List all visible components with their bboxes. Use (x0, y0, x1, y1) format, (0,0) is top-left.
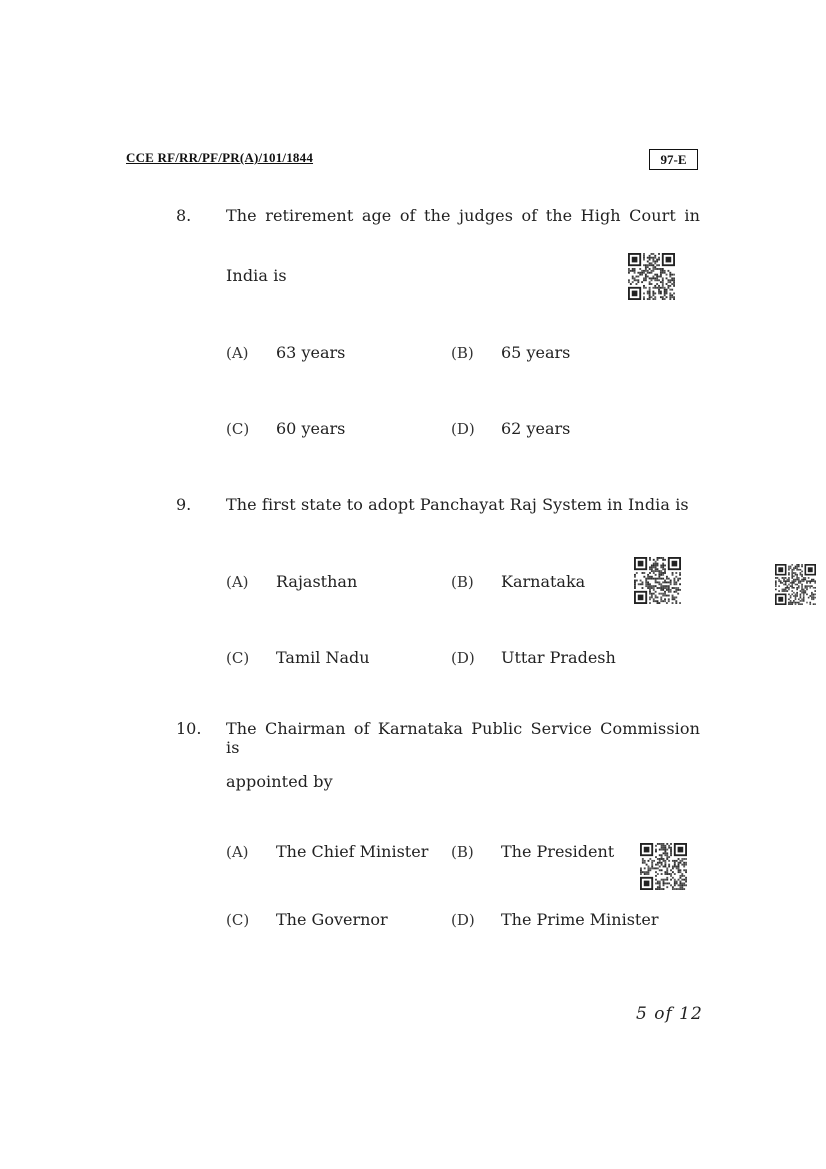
q9-option-b-label: (B) (451, 573, 474, 591)
question-10-number: 10. (176, 719, 202, 738)
q9-option-a-label: (A) (226, 573, 249, 591)
q10-option-b-text: The President (501, 842, 615, 861)
q8-option-d-text: 62 years (501, 419, 571, 438)
q9-option-c-label: (C) (226, 649, 250, 667)
question-8-text-line1: The retirement age of the judges of the High Court in (226, 206, 700, 225)
q9-option-d-text: Uttar Pradesh (501, 648, 616, 667)
q8-option-c-label: (C) (226, 420, 250, 438)
question-8-number: 8. (176, 206, 192, 225)
q8-option-b-label: (B) (451, 344, 474, 362)
q10-option-a-text: The Chief Minister (276, 842, 429, 861)
paper-code-box: 97-E (649, 149, 698, 170)
qr-code-icon (775, 564, 816, 605)
qr-code-icon (634, 557, 681, 604)
question-10-text-line2: appointed by (226, 772, 333, 791)
question-9-number: 9. (176, 495, 192, 514)
q10-option-c-label: (C) (226, 911, 250, 929)
q10-option-d-label: (D) (451, 911, 475, 929)
q9-option-a-text: Rajasthan (276, 572, 358, 591)
q9-option-b-text: Karnataka (501, 572, 586, 591)
q8-option-d-label: (D) (451, 420, 475, 438)
qr-code-icon (628, 253, 675, 300)
q8-option-a-text: 63 years (276, 343, 346, 362)
question-10-text-line1: The Chairman of Karnataka Public Service Commission is (226, 719, 700, 757)
q9-option-c-text: Tamil Nadu (276, 648, 370, 667)
q9-option-d-label: (D) (451, 649, 475, 667)
q10-option-a-label: (A) (226, 843, 249, 861)
qr-code-icon (640, 843, 687, 890)
question-8-text-line2: India is (226, 266, 287, 285)
page-number: 5 of 12 (636, 1004, 703, 1024)
q10-option-c-text: The Governor (276, 910, 388, 929)
q8-option-c-text: 60 years (276, 419, 346, 438)
q10-option-d-text: The Prime Minister (501, 910, 659, 929)
q8-option-a-label: (A) (226, 344, 249, 362)
q8-option-b-text: 65 years (501, 343, 571, 362)
exam-code: CCE RF/RR/PF/PR(A)/101/1844 (126, 150, 314, 165)
q10-option-b-label: (B) (451, 843, 474, 861)
question-9-text-line1: The first state to adopt Panchayat Raj System in India is (226, 495, 689, 514)
